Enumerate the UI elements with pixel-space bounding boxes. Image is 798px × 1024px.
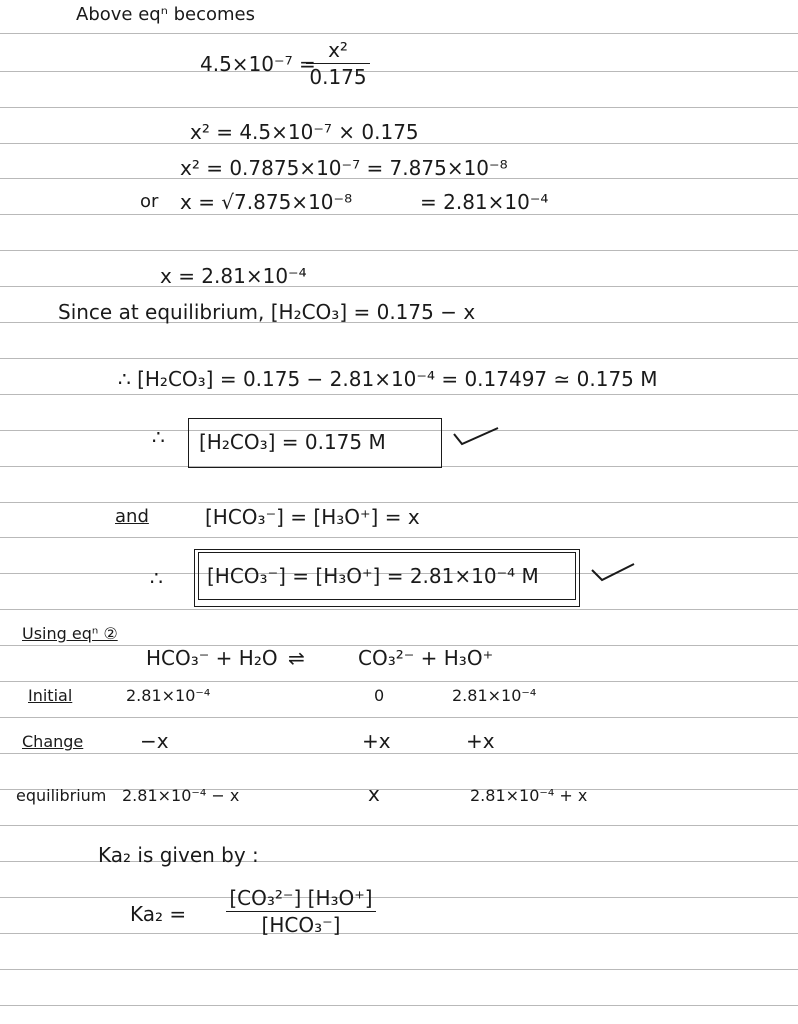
checkmark-icon <box>590 560 638 584</box>
eq-x-squared-1: x² = 4.5×10⁻⁷ × 0.175 <box>190 120 419 144</box>
ice-cell-reactant: 2.81×10⁻⁴ <box>126 686 211 705</box>
rule-line <box>0 286 798 287</box>
ka2-fraction <box>226 886 376 937</box>
rule-line <box>0 969 798 970</box>
ice-heading: Using eqⁿ ② <box>22 624 118 643</box>
reaction-reactants: HCO₃⁻ + H₂O <box>146 646 278 670</box>
ka2-lhs: Ka₂ = <box>130 902 187 926</box>
fraction-bar <box>226 911 376 912</box>
answer-h2co3: [H₂CO₃] = 0.175 M <box>199 430 386 454</box>
eq-x-sqrt: x = √7.875×10⁻⁸ <box>180 190 353 214</box>
rule-line <box>0 537 798 538</box>
checkmark-icon <box>452 424 502 450</box>
rule-line <box>0 250 798 251</box>
rule-line <box>0 933 798 934</box>
boxed-answer-h2co3 <box>188 418 442 468</box>
ka2-intro: Ka₂ is given by : <box>98 843 259 867</box>
ice-cell-co3: x <box>368 782 380 806</box>
rule-line <box>0 753 798 754</box>
rule-line <box>0 897 798 898</box>
ice-cell-h3o: 2.81×10⁻⁴ + x <box>470 786 588 805</box>
rule-line <box>0 609 798 610</box>
and-label: and <box>115 506 149 527</box>
ice-cell-h3o: 2.81×10⁻⁴ <box>452 686 537 705</box>
reaction-products: CO₃²⁻ + H₃O⁺ <box>358 646 494 670</box>
heading-above-eq: Above eqⁿ becomes <box>76 4 255 25</box>
or-label: or <box>140 191 159 212</box>
ice-cell-reactant: −x <box>140 729 169 753</box>
ice-cell-co3: +x <box>362 729 391 753</box>
eq-x-sqrt-result: = 2.81×10⁻⁴ <box>420 190 549 214</box>
eq-h2co3-calc: ∴ [H₂CO₃] = 0.175 − 2.81×10⁻⁴ = 0.17497 ≃ 0.175 M <box>118 367 658 391</box>
fraction-numerator: [CO₃²⁻] [H₃O⁺] <box>229 886 373 910</box>
therefore-symbol: ∴ <box>150 566 163 590</box>
rule-line <box>0 825 798 826</box>
eq-ka1-lhs: 4.5×10⁻⁷ = <box>200 52 316 76</box>
rule-line <box>0 1005 798 1006</box>
ice-row-label: Change <box>22 732 84 751</box>
eq-ka1-fraction <box>306 38 370 89</box>
ice-cell-co3: 0 <box>374 686 385 705</box>
ice-cell-h3o: +x <box>466 729 495 753</box>
ice-cell-reactant: 2.81×10⁻⁴ − x <box>122 786 240 805</box>
fraction-bar <box>306 63 370 64</box>
eq-x-value: x = 2.81×10⁻⁴ <box>160 264 307 288</box>
fraction-denominator: 0.175 <box>309 65 367 89</box>
rule-line <box>0 502 798 503</box>
ice-row-label: equilibrium <box>16 786 107 805</box>
rule-line <box>0 358 798 359</box>
rule-line <box>0 681 798 682</box>
eq-hco3-h3o: [HCO₃⁻] = [H₃O⁺] = x <box>205 505 420 529</box>
rule-line <box>0 717 798 718</box>
rule-line <box>0 107 798 108</box>
rule-line <box>0 789 798 790</box>
since-equilibrium: Since at equilibrium, [H₂CO₃] = 0.175 − x <box>58 300 476 324</box>
ice-row-label: Initial <box>28 686 73 705</box>
fraction-numerator: x² <box>328 38 348 62</box>
eq-x-squared-2: x² = 0.7875×10⁻⁷ = 7.875×10⁻⁸ <box>180 156 508 180</box>
therefore-symbol: ∴ <box>152 425 165 449</box>
fraction-denominator: [HCO₃⁻] <box>261 913 341 937</box>
answer-hco3: [HCO₃⁻] = [H₃O⁺] = 2.81×10⁻⁴ M <box>207 564 539 588</box>
equilibrium-arrow-icon: ⇌ <box>288 646 305 670</box>
rule-line <box>0 394 798 395</box>
rule-line <box>0 71 798 72</box>
rule-line <box>0 33 798 34</box>
rule-line <box>0 214 798 215</box>
box-outer-frame <box>194 549 580 607</box>
